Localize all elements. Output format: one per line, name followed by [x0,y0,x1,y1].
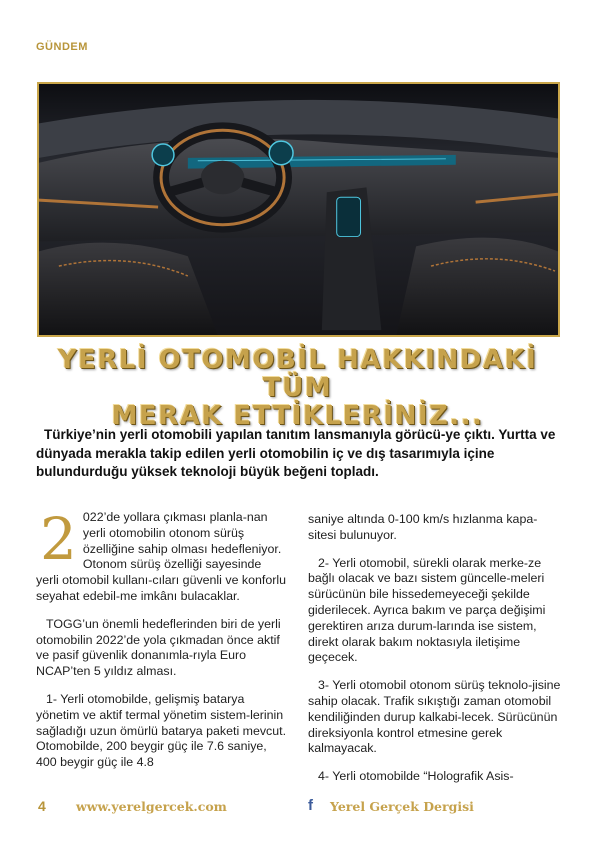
magazine-name: Yerel Gerçek Dergisi [330,799,474,814]
facebook-icon[interactable]: f [308,797,313,814]
car-interior-photo [37,82,560,337]
paragraph-item-1-cont: saniye altında 0-100 km/s hızlanma kapa-sitesi bulunuyor. [308,512,538,542]
paragraph-intro [36,505,286,605]
page-footer [0,796,595,822]
paragraph-item-4: 4- Yerli otomobilde “Holografik Asis- [318,769,514,784]
paragraph-item-1: 1- Yerli otomobilde, gelişmiş batarya yönetim ve aktif termal yönetim sistem-lerinin sağladığı uzun ömürlü batarya paketi mevcut. Otomobilde, 200 beygir güç ile 7.6 saniye, 400 beygir güç ile 4.8 [36,691,287,770]
drop-cap: 2 [40,505,77,573]
website-link[interactable]: www.yerelgercek.com [76,799,227,814]
paragraph-intro-text: 022’de yollara çıkması planla-nan yerli otomobilin otonom sürüş özelliğine sahip olması hedefleniyor. Otonom sürüş özelliği sayesinde yerli otomobil kullanı-cıları güvenli ve konforlu seyahat edebil-me imkânı bulacaklar. [36,510,286,603]
headline [30,346,565,430]
right-column [308,512,562,797]
paragraph-togg: TOGG’un önemli hedeflerinden biri de yerli otomobilin 2022’de yola çıkmadan önce aktif ve pasif güvenlik donanımla-rıyla Euro NCAP’ten 5 yıldız alması. [36,616,281,679]
headline-line-1: YERLİ OTOMOBİL HAKKINDAKİ TÜM [57,345,538,403]
left-column [36,505,287,783]
paragraph-item-3: 3- Yerli otomobil otonom sürüş teknolo-jisine sahip olacak. Trafik sıkıştığı zaman otomobil kendiliğinden durup kalkabi-lecek. Sürücünün direksiyonla kontrol etmesine gerek kalmayacak. [308,678,561,756]
paragraph-item-2: 2- Yerli otomobil, sürekli olarak merke-ze bağlı olacak ve bazı sistem güncelle-meleri sürücünün bile hissedemeyeceği şekilde giderilecek. Ayrıca bakım ve parça değişimi gerektiren arıza durum-larında ise sistem, direkt olarak bakım noktasıyla iletişime geçecek. [308,555,546,665]
car-interior-illustration [39,84,558,335]
headline-line-2: MERAK ETTİKLERİNİZ... [111,401,484,431]
lead-paragraph: Türkiye’nin yerli otomobili yapılan tanıtım lansmanıyla görücü-ye çıktı. Yurtta ve dünyada merakla takip edilen yerli otomobilin iç ve dış tasarımıyla içine bulundurduğu yüksek teknoloji büyük beğeni topladı. [36,427,556,479]
section-label: GÜNDEM [36,41,88,53]
page-number: 4 [38,798,46,814]
